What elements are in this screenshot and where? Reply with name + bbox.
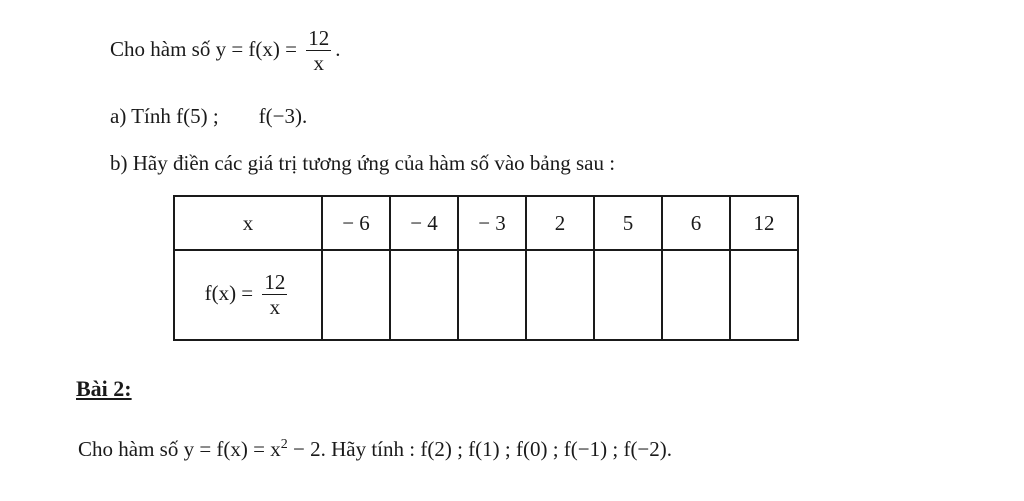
- fx-row: [174, 250, 798, 340]
- question-a-part1: a) Tính f(5) ;: [110, 104, 219, 128]
- fx-empty-cell[interactable]: [662, 250, 730, 340]
- fx-empty-cell[interactable]: [322, 250, 390, 340]
- problem-1-statement: [110, 26, 341, 76]
- fraction-numerator: 12: [308, 26, 330, 50]
- fx-header-cell: [174, 250, 322, 340]
- statement-prefix: Cho hàm số: [110, 36, 211, 61]
- exercise-2-prefix: Cho hàm số y = f(x) = x: [78, 437, 281, 461]
- fraction-denominator: x: [313, 51, 325, 76]
- fx-empty-cell[interactable]: [594, 250, 662, 340]
- x-value-cell: 5: [594, 196, 662, 250]
- x-header-cell: x: [174, 196, 322, 250]
- fx-empty-cell[interactable]: [390, 250, 458, 340]
- exercise-2-title: Bài 2:: [76, 376, 132, 401]
- x-value-cell: 2: [526, 196, 594, 250]
- question-a-part2: f(−3).: [258, 104, 308, 128]
- fx-label: f(x) =: [204, 280, 254, 305]
- x-value-cell: 12: [730, 196, 798, 250]
- fx-empty-cell[interactable]: [730, 250, 798, 340]
- function-expression: y = f(x) =: [215, 36, 298, 61]
- x-row: [174, 196, 798, 250]
- fx-fraction: [262, 270, 287, 320]
- x-value-cell: 6: [662, 196, 730, 250]
- statement-suffix: .: [335, 36, 341, 61]
- question-b: b) Hãy điền các giá trị tương ứng của hàm số vào bảng sau :: [110, 151, 616, 175]
- fx-numerator: 12: [264, 269, 286, 294]
- x-value-cell: − 4: [390, 196, 458, 250]
- exercise-2-rest: − 2. Hãy tính : f(2) ; f(1) ; f(0) ; f(−1) ; f(−2).: [287, 437, 673, 461]
- fx-empty-cell[interactable]: [458, 250, 526, 340]
- fx-empty-cell[interactable]: [526, 250, 594, 340]
- exercise-2-statement: [78, 437, 672, 462]
- x-value-cell: − 6: [322, 196, 390, 250]
- exponent: 2: [280, 437, 288, 452]
- values-table: [173, 195, 799, 341]
- x-value-cell: − 3: [458, 196, 526, 250]
- question-a: [110, 104, 307, 129]
- fraction-12-over-x: [306, 26, 331, 76]
- fx-denominator: x: [269, 294, 281, 319]
